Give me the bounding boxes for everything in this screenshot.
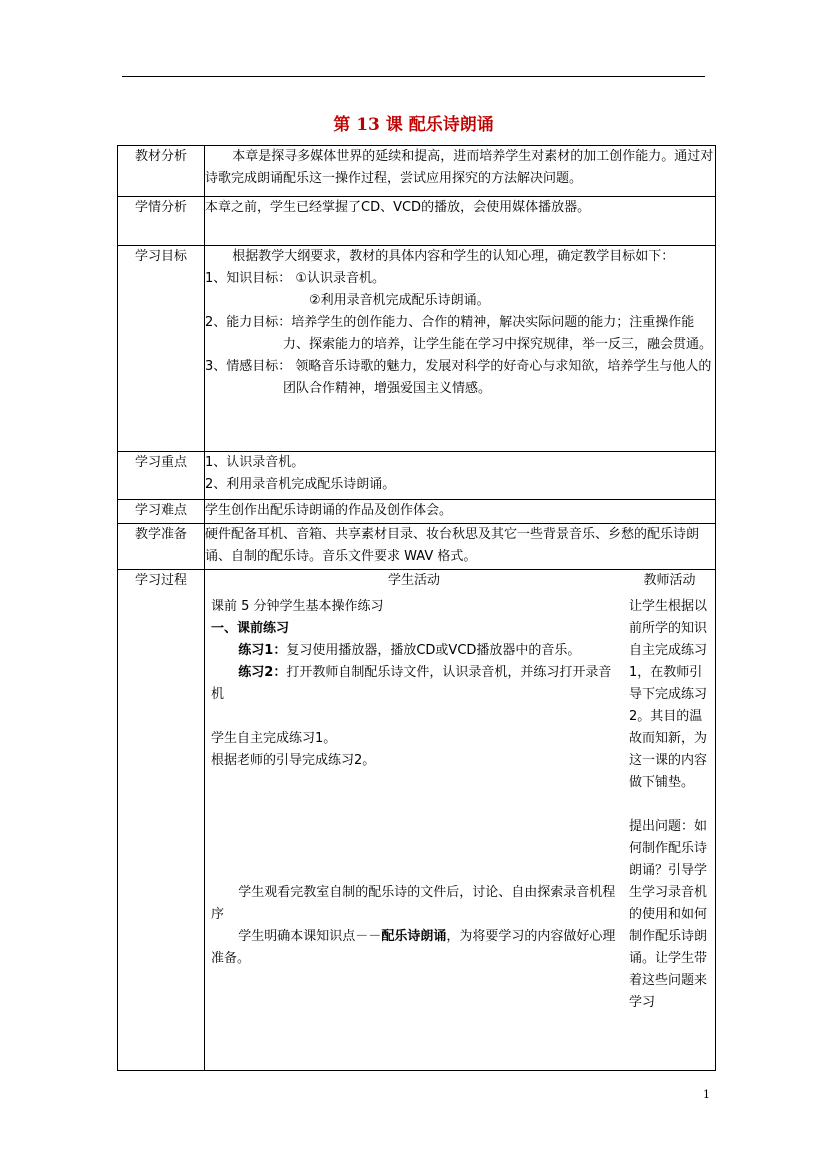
- row-label: 教材分析: [118, 146, 205, 197]
- col-header-teacher: 教师活动: [643, 573, 696, 588]
- key-point-2: 2、利用录音机完成配乐诗朗诵。: [205, 477, 396, 492]
- student-line: 学生观看完教室自制的配乐诗的文件后，讨论、自由探索录音机程序: [211, 885, 616, 922]
- process-inner-table: [205, 570, 716, 1070]
- exercise-1-text: 复习使用播放器，播放CD或VCD播放器中的音乐。: [286, 643, 581, 658]
- key-topic: 配乐诗朗诵: [381, 929, 447, 944]
- student-text: 学生明确本课知识点－－: [238, 929, 382, 944]
- student-line: 根据老师的引导完成练习2。: [211, 753, 376, 768]
- header-rule: [122, 76, 705, 77]
- student-line: 课前 5 分钟学生基本操作练习: [211, 599, 384, 614]
- student-line: [211, 926, 617, 970]
- row-text: 硬件配备耳机、音箱、共享素材目录、妆台秋思及其它一些背景音乐、乡愁的配乐诗朗诵、自制的配乐诗。音乐文件要求 WAV 格式。: [205, 527, 700, 564]
- row-label: 学习难点: [118, 500, 205, 524]
- row-text: 本章之前，学生已经掌握了CD、VCD的播放，会使用媒体播放器。: [205, 200, 591, 215]
- row-label: 学习目标: [118, 246, 205, 452]
- student-activity-cell: [205, 594, 623, 1070]
- goal-knowledge-1: 1、知识目标： ①认识录音机。: [205, 271, 386, 286]
- exercise-2-text: 打开教师自制配乐诗文件，认识录音机，并练习打开录音机: [211, 665, 612, 702]
- teacher-text-1: 让学生根据以前所学的知识自主完成练习 1，在教师引导下完成练习2。其目的温故而知新，为这一课的内容做下铺垫。: [629, 599, 708, 790]
- student-section-heading: 一、课前练习: [211, 621, 290, 636]
- exercise-2: [211, 662, 617, 706]
- key-point-1: 1、认识录音机。: [205, 455, 305, 470]
- row-text: 学生创作出配乐诗朗诵的作品及创作体会。: [205, 503, 453, 518]
- goal-ability: 2、能力目标：培养学生的创作能力、合作的精神，解决实际问题的能力；注重操作能力、探索能力的培养，让学生能在学习中探究规律，举一反三，融会贯通。: [205, 315, 713, 352]
- exercise-1: [211, 640, 617, 662]
- teacher-activity-cell: [623, 594, 716, 1070]
- row-key-points: [118, 452, 716, 500]
- row-label: 教学准备: [118, 524, 205, 570]
- row-learning-goals: [118, 246, 716, 452]
- page-title: 第 13 课 配乐诗朗诵: [333, 115, 494, 135]
- row-label: 学情分析: [118, 197, 205, 246]
- row-text: 本章是探寻多媒体世界的延续和提高，进而培养学生对素材的加工创作能力。通过对诗歌完成朗诵配乐这一操作过程，尝试应用探究的方法解决问题。: [205, 149, 714, 186]
- goal-emotion: 3、情感目标： 领略音乐诗歌的魅力，发展对科学的好奇心与求知欲，培养学生与他人的团队合作精神，增强爱国主义情感。: [205, 359, 712, 396]
- goal-knowledge-2: ②利用录音机完成配乐诗朗诵。: [309, 293, 490, 308]
- goals-intro: 根据教学大纲要求，教材的具体内容和学生的认知心理，确定教学目标如下：: [232, 249, 675, 264]
- lesson-plan-table: [117, 145, 716, 1071]
- row-process: [118, 570, 716, 1071]
- row-preparation: [118, 524, 716, 570]
- row-label: 学习重点: [118, 452, 205, 500]
- row-label: 学习过程: [118, 570, 205, 1071]
- exercise-1-label: 练习1：: [238, 643, 287, 658]
- page-number: 1: [703, 1088, 710, 1101]
- exercise-2-label: 练习2：: [238, 665, 287, 680]
- row-textbook-analysis: [118, 146, 716, 197]
- teacher-text-2: 提出问题：如何制作配乐诗朗诵？引导学生学习录音机的使用和如何制作配乐诗朗诵。让学生带着这些问题来学习: [629, 819, 708, 1010]
- col-header-student: 学生活动: [387, 573, 440, 588]
- student-line: 学生自主完成练习1。: [211, 731, 337, 746]
- row-difficulties: [118, 500, 716, 524]
- student-text: ，为将要学习的内容做好心理准备。: [211, 929, 616, 966]
- row-student-analysis: [118, 197, 716, 246]
